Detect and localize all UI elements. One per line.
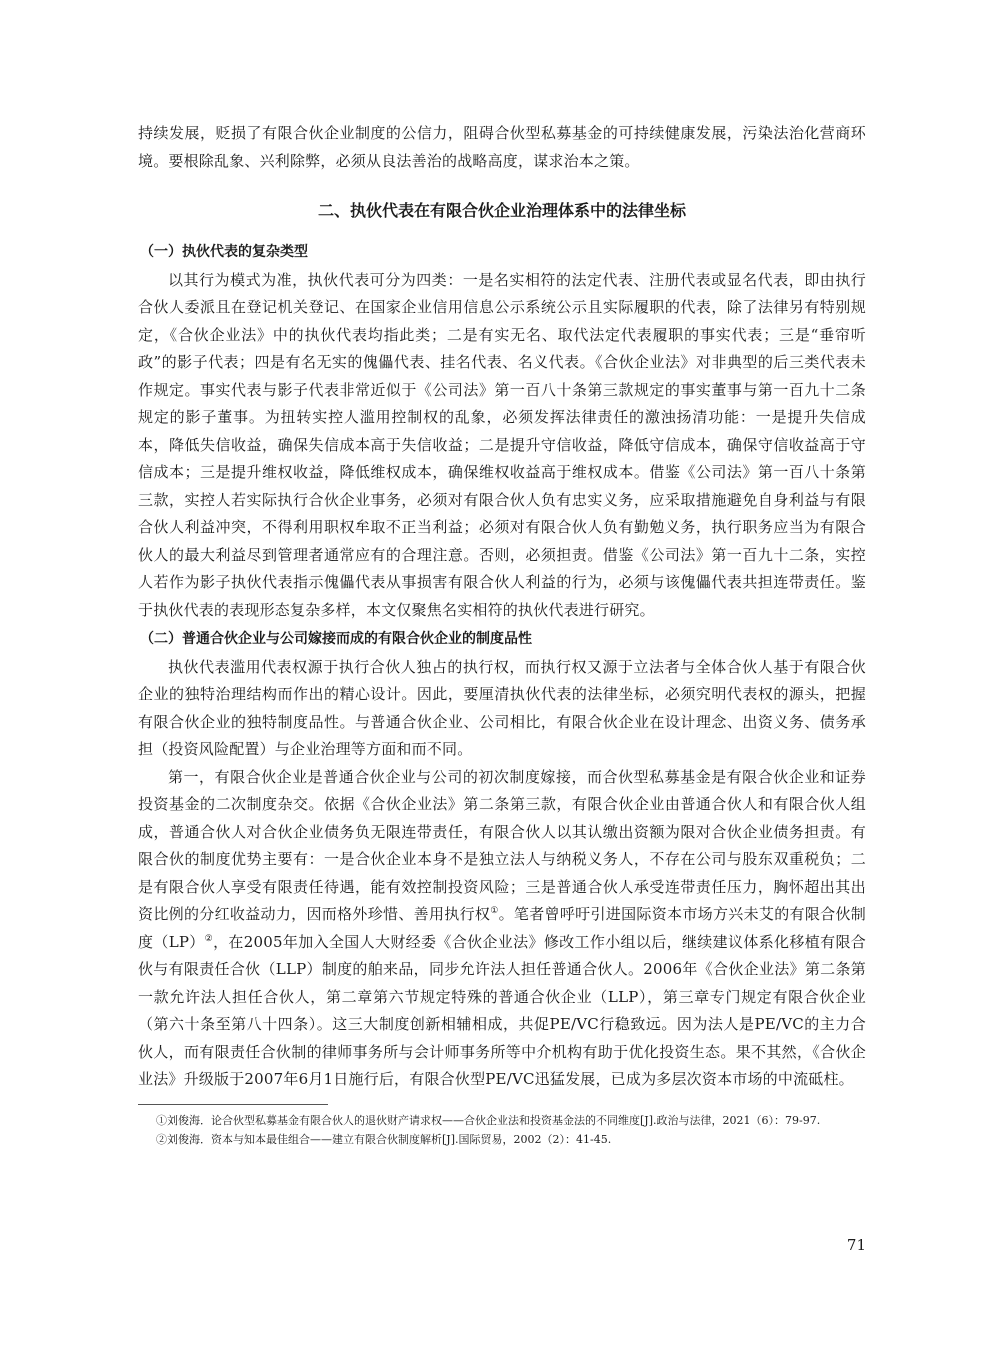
subsection-2-paragraph-2 (138, 764, 866, 1094)
footnote-1: ①刘俊海．论合伙型私募基金有限合伙人的退伙财产请求权——合伙企业法和投资基金法的不同维度[J].政治与法律，2021（6）：79-97. (156, 1113, 821, 1127)
subsection-1-heading: （一）执伙代表的复杂类型 (140, 244, 308, 260)
footnote-ref-1[interactable]: ① (490, 906, 499, 916)
page-number: 71 (846, 1236, 866, 1254)
footnote-ref-2[interactable]: ② (204, 933, 214, 944)
paragraph-2-period: 。 (498, 905, 514, 923)
footnote-2: ②刘俊海．资本与知本最佳组合——建立有限合伙制度解析[J].国际贸易，2002（2）：41-45. (156, 1132, 612, 1146)
paragraph-2-part-c: ，在2005年加入全国人大财经委《合伙企业法》修改工作小组以后，继续建议体系化移植有限合伙与有限责任合伙（LLP）制度的舶来品，同步允许法人担任普通合伙人。2006年《合伙企业法》第二条第一款允许法人担任合伙人，第二章第六节规定特殊的普通合伙企业（LLP），第三章专门规定有限合伙企业（第六十条至第八十四条）。这三大制度创新相辅相成，共促PE/VC行稳致远。因为法人是PE/VC的主力合伙人，而有限责任合伙制的律师事务所与会计师事务所等中介机构有助于优化投资生态。果不其然，《合伙企业法》升级版于2007年6月1日施行后，有限合伙型PE/VC迅猛发展，已成为多层次资本市场的中流砥柱。 (138, 932, 866, 1088)
paragraph-2-part-a: 第一，有限合伙企业是普通合伙企业与公司的初次制度嫁接，而合伙型私募基金是有限合伙企业和证券投资基金的二次制度杂交。依据《合伙企业法》第二条第三款，有限合伙企业由普通合伙人和有限合伙人组成，普通合伙人对合伙企业债务负无限连带责任，有限合伙人以其认缴出资额为限对合伙企业债务担责。有限合伙的制度优势主要有：一是合伙企业本身不是独立法人与纳税义务人，不存在公司与股东双重税负；二是有限合伙人享受有限责任待遇，能有效控制投资风险；三是普通合伙人承受连带责任压力，胸怀超出其出资比例的分红收益动力，因而格外珍惜、善用执行权 (138, 767, 866, 923)
footnote-divider (138, 1104, 328, 1105)
page-body (138, 120, 866, 1149)
subsection-2-heading: （二）普通合伙企业与公司嫁接而成的有限合伙企业的制度品性 (140, 631, 532, 647)
section-heading: 二、执伙代表在有限合伙企业治理体系中的法律坐标 (317, 201, 686, 220)
intro-paragraph: 持续发展，贬损了有限合伙企业制度的公信力，阻碍合伙型私募基金的可持续健康发展，污染法治化营商环境。要根除乱象、兴利除弊，必须从良法善治的战略高度，谋求治本之策。 (138, 124, 866, 170)
subsection-2-paragraph-1: 执伙代表滥用代表权源于执行合伙人独占的执行权，而执行权又源于立法者与全体合伙人基于有限合伙企业的独特治理结构而作出的精心设计。因此，要厘清执伙代表的法律坐标，必须究明代表权的源头，把握有限合伙企业的独特制度品性。与普通合伙企业、公司相比，有限合伙企业在设计理念、出资义务、债务承担（投资风险配置）与企业治理等方面和而不同。 (138, 657, 866, 758)
paragraph-2-part-b: 笔者曾呼吁引进国际资本市场方兴未艾的有限合伙制度（LP） (138, 905, 867, 951)
subsection-1-paragraph: 以其行为模式为准，执伙代表可分为四类：一是名实相符的法定代表、注册代表或显名代表，即由执行合伙人委派且在登记机关登记、在国家企业信用信息公示系统公示且实际履职的代表，除了法律另有特别规定，《合伙企业法》中的执伙代表均指此类；二是有实无名、取代法定代表履职的事实代表；三是“垂帘听政”的影子代表；四是有名无实的傀儡代表、挂名代表、名义代表。《合伙企业法》对非典型的后三类代表未作规定。事实代表与影子代表非常近似于《公司法》第一百八十条第三款规定的事实董事与第一百九十二条规定的影子董事。为扭转实控人滥用控制权的乱象，必须发挥法律责任的激浊扬清功能：一是提升失信成本，降低失信收益，确保失信成本高于失信收益；二是提升守信收益，降低守信成本，确保守信收益高于守信成本；三是提升维权收益，降低维权成本，确保维权收益高于维权成本。借鉴《公司法》第一百八十条第三款，实控人若实际执行合伙企业事务，必须对有限合伙人负有忠实义务，应采取措施避免自身利益与有限合伙人利益冲突，不得利用职权牟取不正当利益；必须对有限合伙人负有勤勉义务，执行职务应当为有限合伙人的最大利益尽到管理者通常应有的合理注意。否则，必须担责。借鉴《公司法》第一百九十二条，实控人若作为影子执伙代表指示傀儡代表从事损害有限合伙人利益的行为，必须与该傀儡代表共担连带责任。鉴于执伙代表的表现形态复杂多样，本文仅聚焦名实相符的执伙代表进行研究。 (138, 270, 866, 619)
